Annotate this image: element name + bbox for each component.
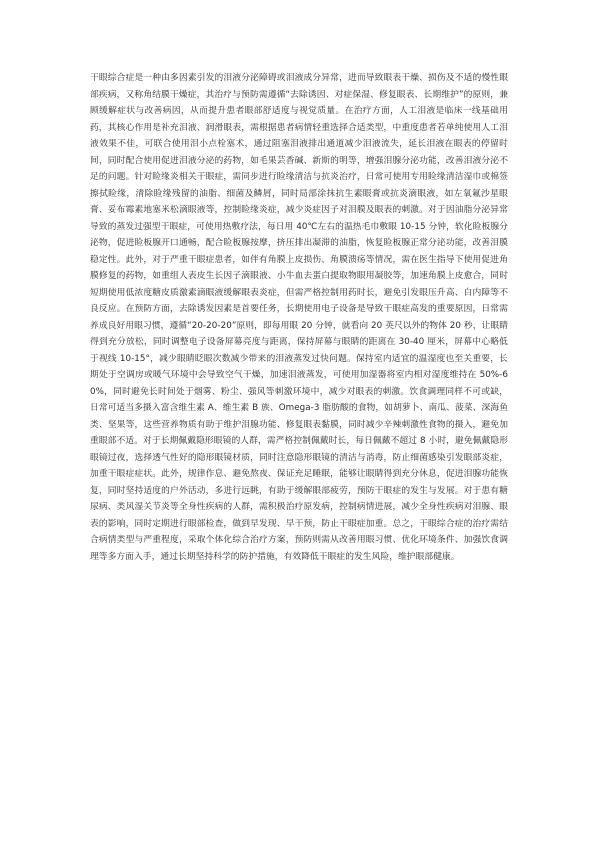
body-paragraph: 干眼综合症是一种由多因素引发的泪液分泌障碍或泪液成分异常，进而导致眼表干燥、损伤及不适的慢性眼部疾病，又称角结膜干燥症，其治疗与预防需遵循“去除诱因、对症保湿、修复眼表、长期维护”的原则，兼顾缓解症状与改善病因，从而提升患者眼部舒适度与视觉质量。在治疗方面，人工泪液是临床一线基础用药，其核心作用是补充泪液、润滑眼表，需根据患者病情轻重选择合适类型，中重度患者若单纯使用人工泪液效果不佳，可联合使用泪小点栓塞术，通过阻塞泪液排出通道减少泪液流失，延长泪液在眼表的停留时间，同时配合使用促进泪液分泌的药物，如毛果芸香碱、新斯的明等，增强泪腺分泌功能，改善泪液分泌不足的问题。针对睑缘炎相关干眼症，需同步进行睑缘清洁与抗炎治疗，日常可使用专用睑缘清洁湿巾或棉签擦拭睑缘，清除睑缘残留的油脂、细菌及鳞屑，同时局部涂抹抗生素眼膏或抗炎滴眼液，如左氧氟沙星眼膏、妥布霉素地塞米松滴眼液等，控制睑缘炎症，减少炎症因子对泪膜及眼表的刺激。对于因油脂分泌异常导致的蒸发过强型干眼症，可使用热敷疗法，每日用 40℃左右的温热毛巾敷眼 10-15 分钟，软化睑板腺分泌物，促进睑板腺开口通畅，配合睑板腺按摩，挤压排出凝滞的油脂，恢复睑板腺正常分泌功能，改善泪膜稳定性。此外，对于严重干眼症患者，如伴有角膜上皮损伤、角膜溃疡等情况，需在医生指导下使用促进角膜修复的药物，如重组人表皮生长因子滴眼液、小牛血去蛋白提取物眼用凝胶等，加速角膜上皮愈合，同时短期使用低浓度糖皮质激素滴眼液缓解眼表炎症，但需严格控制用药时长，避免引发眼压升高、白内障等不良反应。在预防方面，去除诱发因素是首要任务，长期使用电子设备是导致干眼症高发的重要原因，日常需养成良好用眼习惯，遵循“20-20-20”原则，即每用眼 20 分钟，就看向 20 英尺以外的物体 20 秒，让眼睛得到充分放松，同时调整电子设备屏幕亮度与距离，保持屏幕与眼睛的距离在 30-40 厘米，屏幕中心略低于视线 10-15°，减少眼睛眨眼次数减少带来的泪液蒸发过快问题。保持室内适宜的温湿度也至关重要，长期处于空调房或暖气环境中会导致空气干燥，加速泪液蒸发，可使用加湿器将室内相对湿度维持在 50%-60%，同时避免长时间处于烟雾、粉尘、强风等刺激环境中，减少对眼表的刺激。饮食调理同样不可或缺，日常可适当多摄入富含维生素 A、维生素 B 族、Omega-3 脂肪酸的食物，如胡萝卜、南瓜、菠菜、深海鱼类、坚果等，这些营养物质有助于维护泪腺功能、修复眼表黏膜，同时减少辛辣刺激性食物的摄入，避免加重眼部不适。对于长期佩戴隐形眼镜的人群，需严格控制佩戴时长，每日佩戴不超过 8 小时，避免佩戴隐形眼镜过夜，选择透气性好的隐形眼镜材质，同时注意隐形眼镜的清洁与消毒，防止细菌感染引发眼部炎症，加重干眼症症状。此外，规律作息、避免熬夜、保证充足睡眠，能够让眼睛得到充分休息，促进泪腺功能恢复，同时坚持适度的户外活动，多进行远眺，有助于缓解眼部疲劳，预防干眼症的发生与发展。对于患有糖尿病、类风湿关节炎等全身性疾病的人群，需积极治疗原发病，控制病情进展，减少全身性疾病对泪腺、眼表的影响，同时定期进行眼部检查，做到早发现、早干预，防止干眼症加重。总之，干眼综合症的治疗需结合病情类型与严重程度，采取个体化综合治疗方案，预防则需从改善用眼习惯、优化环境条件、加强饮食调理等多方面入手，通过长期坚持科学的防护措施，有效降低干眼症的发生风险，维护眼部健康。 xyxy=(90,73,508,562)
document-page xyxy=(90,70,508,565)
